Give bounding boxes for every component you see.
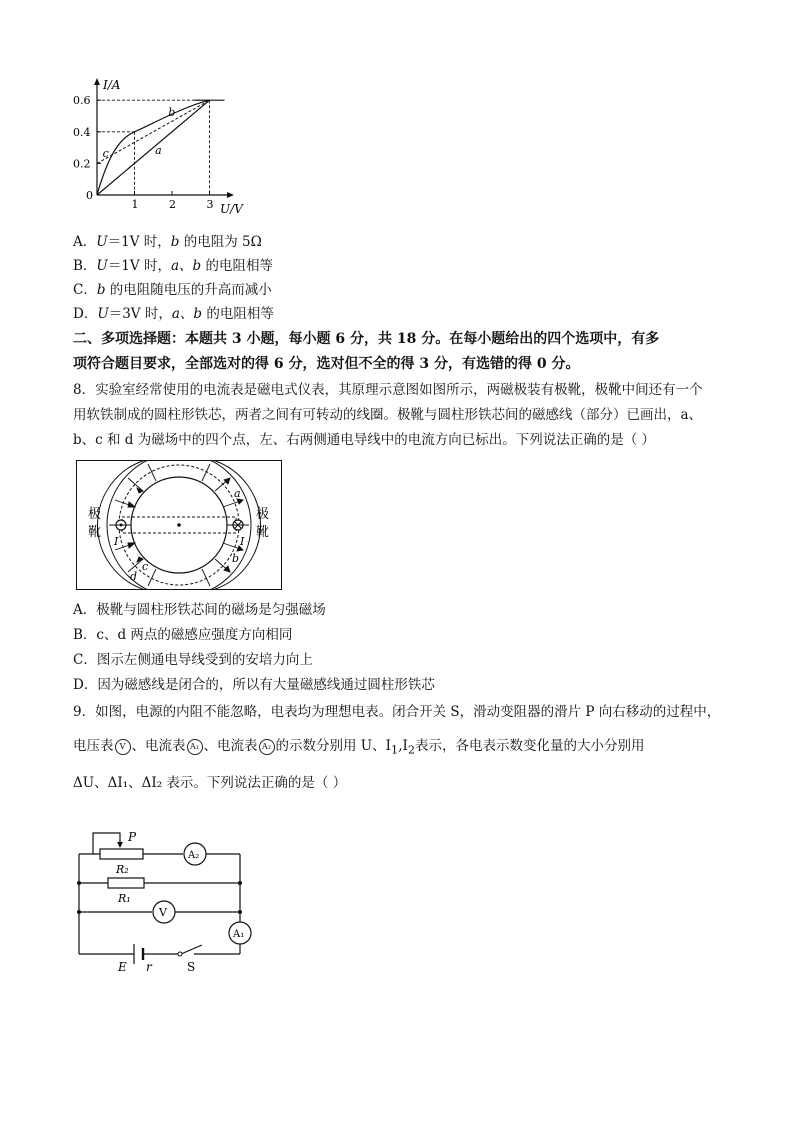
voltmeter-symbol: V (115, 739, 131, 755)
right-current-label: I (240, 535, 245, 548)
series-b-label: b (168, 106, 176, 119)
x-tick-label: 2 (169, 198, 176, 211)
series-a-line (97, 100, 210, 195)
r2-label: R₂ (116, 863, 129, 876)
q8-option-d[interactable]: D．因为磁感线是闭合的，所以有大量磁感线通过圆柱形铁芯 (73, 677, 435, 693)
q9-circuit-diagram (70, 825, 260, 980)
q9-stem-line2: 电压表 V 、电流表 A₁ 、电流表 A₂ 的示数分别用 U、$I_1,I_2$表示，各电表示数变化量的大小分别用 (73, 738, 645, 757)
y-tick-label: 0.6 (73, 94, 91, 108)
q7-option-b[interactable]: B．U＝1V 时，a、b 的电阻相等 (73, 258, 273, 274)
series-c-label: c (102, 147, 109, 161)
q8-stem-line3: b、c 和 d 为磁场中的四个点，左、右两侧通电导线中的电流方向已标出。下列说法正确的是（ ） (73, 432, 656, 448)
ammeter-a1-label: A₁ (233, 929, 245, 940)
voltmeter-label: V (159, 906, 167, 919)
x-tick-label: 3 (206, 198, 214, 211)
q8-option-c[interactable]: C．图示左侧通电导线受到的安培力向上 (73, 652, 313, 668)
internal-r-label: r (146, 960, 152, 974)
y-axis-label: I/A (103, 78, 121, 92)
svg-text:靴: 靴 (256, 525, 270, 540)
emf-e-label: E (118, 960, 127, 974)
q8-option-b[interactable]: B．c、d 两点的磁感应强度方向相同 (73, 627, 293, 643)
x-tick-label: 1 (131, 198, 139, 211)
section-2-heading-line1: 二、多项选择题：本题共 3 小题，每小题 6 分，共 18 分。在每小题给出的四个选项中，有多 (73, 331, 660, 347)
q8-galvanometer-figure (76, 460, 282, 590)
left-current-label: I (114, 535, 119, 548)
right-pole-shoe-label: 极 (256, 507, 270, 522)
q9-stem-line1: 9．如图，电源的内阻不能忽略，电表均为理想电表。闭合开关 S，滑动变阻器的滑片 P 向右移动的过程中， (73, 704, 721, 720)
y-tick-label: 0.4 (73, 125, 91, 139)
q7-option-d[interactable]: D．U＝3V 时，a、b 的电阻相等 (73, 306, 274, 322)
ammeter-a1-symbol: A₁ (187, 739, 203, 755)
slider-p-label: P (128, 830, 137, 844)
ammeter-a2-symbol: A₂ (259, 739, 275, 755)
x-axis-label: U/V (220, 202, 243, 216)
svg-text:靴: 靴 (88, 525, 102, 540)
r1-label: R₁ (118, 892, 131, 905)
point-a-label: a (234, 487, 241, 500)
series-a-label: a (155, 143, 162, 157)
point-c-label: c (142, 560, 149, 573)
y-tick-label: 0.2 (73, 157, 91, 171)
switch-s-label: S (187, 960, 196, 974)
point-d-label: d (130, 570, 138, 583)
origin-label: 0 (86, 189, 93, 202)
left-pole-shoe-label: 极 (88, 507, 102, 522)
ammeter-a2-label: A₂ (188, 850, 200, 861)
point-b-label: b (232, 552, 240, 565)
q8-option-a[interactable]: A．极靴与圆柱形铁芯间的磁场是匀强磁场 (73, 602, 326, 618)
q8-stem-line2: 用软铁制成的圆柱形铁芯，两者之间有可转动的线圈。极靴与圆柱形铁芯间的磁感线（部分）已画出，a、 (73, 407, 703, 423)
q7-option-a[interactable]: A．U＝1V 时，b 的电阻为 5Ω (73, 234, 262, 250)
section-2-heading-line2: 项符合题目要求，全部选对的得 6 分，选对但不全的得 3 分，有选错的得 0 分。 (73, 356, 580, 372)
q8-stem-line1: 8．实验室经常使用的电流表是磁电式仪表，其原理示意图如图所示，两磁极装有极靴，极靴中间还有一个 (73, 382, 703, 398)
q7-option-c[interactable]: C．b 的电阻随电压的升高而减小 (73, 282, 272, 298)
q9-stem-line3: ΔU、ΔI₁、ΔI₂ 表示。下列说法正确的是（ ） (73, 775, 347, 791)
q7-iu-graph (70, 75, 250, 220)
